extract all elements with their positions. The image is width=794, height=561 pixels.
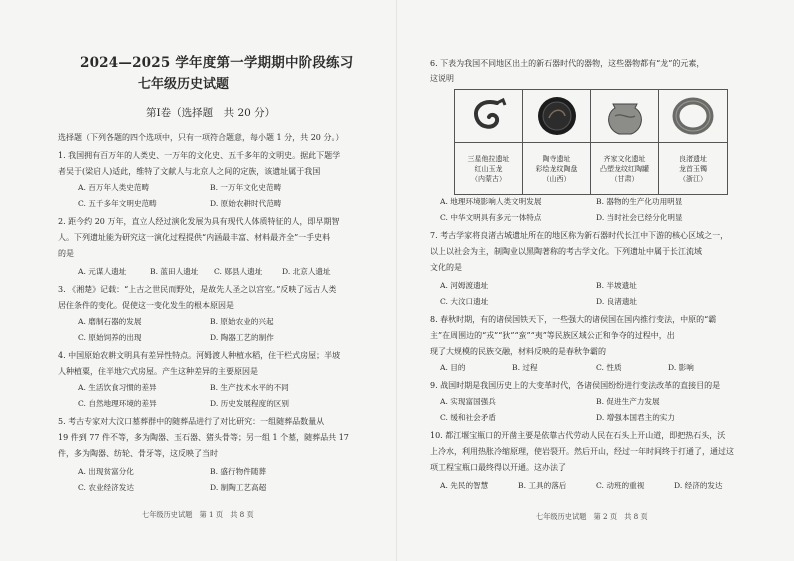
- q8-option-c: C. 性质: [596, 363, 622, 372]
- q7-option-b: B. 半坡遗址: [596, 281, 637, 290]
- relic-3-region: （甘肃）: [610, 174, 639, 183]
- q4-option-b: B. 生产技术水平的不同: [210, 383, 289, 392]
- question-7-line-1: 7. 考古学家将良渚古城遗址所在的地区称为新石器时代长江中下游的核心区域之一，: [430, 231, 729, 240]
- question-10-line-3: 项工程宝瓶口最终得以开通。这办法了: [430, 463, 566, 472]
- jade-dragon-icon: [467, 95, 511, 137]
- q5-option-a: A. 出现贫富分化: [78, 467, 134, 476]
- relic-3-name: 凸塑龙纹红陶罐: [600, 164, 649, 173]
- jade-bracelet-icon: [671, 94, 715, 138]
- q9-option-b: B. 促进生产力发展: [596, 397, 660, 406]
- question-5-line-2: 19 件到 77 件不等，多为陶器、玉石器、猪头骨等；另一组 1 个墓，随葬品共 17: [58, 433, 349, 442]
- q1-option-a: A. 百万年人类史范畴: [78, 183, 150, 192]
- relic-1-region: （内蒙古）: [471, 174, 506, 183]
- relic-4-site: 良渚遗址: [679, 154, 707, 163]
- q9-option-d: D. 增强本国君主的实力: [596, 413, 675, 422]
- relic-4-name: 龙首玉镯: [679, 164, 707, 173]
- q1-option-c: C. 五千多年文明史范畴: [78, 199, 157, 208]
- instructions: 选择题（下列各题的四个选项中，只有一项符合题意，每小题 1 分，共 20 分。）: [58, 133, 344, 142]
- q3-option-a: A. 磨制石器的发展: [78, 317, 142, 326]
- relic-4-region: （浙江）: [679, 174, 707, 183]
- q6-option-b: B. 器物的生产化功用明显: [596, 197, 683, 206]
- relic-cell-2: [523, 90, 591, 194]
- q2-option-d: D. 北京人遗址: [282, 267, 331, 276]
- q3-option-b: B. 原始农业的兴起: [210, 317, 274, 326]
- relic-cell-4: [659, 90, 727, 194]
- question-4-line-1: 4. 中国原始农耕文明具有差异性特点。河姆渡人种植水稻，住干栏式房屋；半坡: [58, 351, 341, 360]
- question-6-line-2: 这说明: [430, 74, 454, 83]
- right-page-footer: 七年级历史试题 第 2 页 共 8 页: [536, 512, 648, 521]
- q4-option-a: A. 生活饮食习惯的差异: [78, 383, 157, 392]
- jade-dragon-image: [455, 90, 522, 143]
- q1-option-b: B. 一万年文化史范畴: [210, 183, 282, 192]
- pottery-jar-image: [591, 90, 658, 143]
- q5-option-c: C. 农业经济发达: [78, 483, 134, 492]
- relic-3-site: 齐家文化遗址: [603, 154, 646, 163]
- relic-2-name: 彩绘龙纹陶盘: [535, 164, 578, 173]
- section-heading: 第Ⅰ卷（选择题 共 20 分）: [146, 107, 276, 119]
- q2-option-a: A. 元谋人遗址: [78, 267, 127, 276]
- q7-option-d: D. 良渚遗址: [596, 297, 638, 306]
- q2-option-c: C. 郧县人遗址: [214, 267, 263, 276]
- q10-option-c: C. 动班的重视: [596, 481, 645, 490]
- question-10-line-2: 上冷水，利用热胀冷缩原理，使岩裂开。然后开山，经过一年时间终于打通了，通过这: [430, 447, 734, 456]
- question-5-line-1: 5. 考古专家对大汶口墓葬群中的随葬品进行了对比研究：一组随葬品数量从: [58, 417, 325, 426]
- question-4-line-2: 人种植粟，住半地穴式房屋。产生这种差异的主要原因是: [58, 367, 258, 376]
- q8-option-b: B. 过程: [512, 363, 538, 372]
- q6-option-a: A. 地理环境影响人类文明发展: [440, 197, 542, 206]
- question-3-line-2: 居住条件的变化。促使这一变化发生的根本原因是: [58, 301, 234, 310]
- relic-1-site: 三星他拉遗址: [467, 154, 510, 163]
- q8-option-d: D. 影响: [668, 363, 694, 372]
- q9-option-a: A. 实现富国强兵: [440, 397, 496, 406]
- question-5-line-3: 件，多为陶器、纺轮、骨牙等，这反映了当时: [58, 449, 218, 458]
- question-2-line-3: 的是: [58, 249, 74, 258]
- q2-option-b: B. 蓝田人遗址: [150, 267, 199, 276]
- q10-option-b: B. 工具的落后: [518, 481, 567, 490]
- relics-table: [454, 89, 728, 195]
- q8-option-a: A. 目的: [440, 363, 466, 372]
- question-2-line-1: 2. 距今约 20 万年，直立人经过演化发展为具有现代人体质特征的人，即早期智: [58, 217, 340, 226]
- question-7-line-2: 以上以社会为主，制陶业以黑陶著称的考古学文化。下列遗址中属于长江流域: [430, 247, 702, 256]
- jade-bracelet-image: [659, 90, 727, 143]
- painted-plate-image: [523, 90, 590, 143]
- q4-option-c: C. 自然地理环境的差异: [78, 399, 157, 408]
- q9-option-c: C. 缓和社会矛盾: [440, 413, 496, 422]
- question-10-line-1: 10. 都江堰宝瓶口的开凿主要是依靠古代劳动人民在石头上开山道，即把热石头，沃: [430, 431, 726, 440]
- question-6-line-1: 6. 下表为我国不同地区出土的新石器时代的器物，这些器物都有“龙”的元素，: [430, 59, 705, 68]
- relic-cell-3: [591, 90, 659, 194]
- relic-2-site: 陶寺遗址: [542, 154, 571, 163]
- q5-option-b: B. 盛行物件随葬: [210, 467, 266, 476]
- question-7-line-3: 文化的是: [430, 263, 462, 272]
- q7-option-a: A. 河姆渡遗址: [440, 281, 489, 290]
- relic-1-name: 红山玉龙: [474, 164, 503, 173]
- q10-option-d: D. 经济的发达: [674, 481, 723, 490]
- left-page-footer: 七年级历史试题 第 1 页 共 8 页: [142, 510, 254, 519]
- question-3-line-1: 3. 《湘楚》记载：“上古之世民而野处，是故先人圣之以宫室。”反映了远古人类: [58, 285, 337, 294]
- pottery-jar-icon: [601, 94, 649, 138]
- question-9-line-1: 9. 战国时期是我国历史上的大变革时代，各诸侯国纷纷进行变法改革的直接目的是: [430, 381, 721, 390]
- q10-option-a: A. 先民的智慧: [440, 481, 489, 490]
- relic-cell-1: [455, 90, 523, 194]
- q5-option-d: D. 制陶工艺高超: [210, 483, 267, 492]
- q1-option-d: D. 原始农耕时代范畴: [210, 199, 282, 208]
- question-8-line-1: 8. 春秋时期，有的诸侯国铁天下，一些强大的诸侯国在国内推行变法，中原的“霸: [430, 315, 717, 324]
- question-8-line-3: 现了大规模的民族交融，材料反映的是春秋争霸的: [430, 347, 606, 356]
- painted-plate-icon: [535, 94, 579, 138]
- exam-title: 2024—2025 学年度第一学期期中阶段练习: [80, 55, 354, 71]
- relic-2-region: （山西）: [542, 174, 571, 183]
- q4-option-d: D. 历史发展程度的区别: [210, 399, 289, 408]
- question-1-line-2: 者吴于(梁启人)适此，维特了文献人与北京人之间的定族，该遗址属于我国: [58, 167, 321, 176]
- q3-option-d: D. 陶器工艺的制作: [210, 333, 274, 342]
- question-8-line-2: 主”在周围边的“戎”“狄”“蛮”“夷”等民族区域公正和争夺的过程中，出: [430, 331, 675, 340]
- question-1-line-1: 1. 我国拥有百万年的人类史、一万年的文化史、五千多年的文明史。据此下题学: [58, 151, 341, 160]
- question-2-line-2: 人。下列遗址能为研究这一演化过程提供“内涵最丰富、材料最齐全”一手史料: [58, 233, 331, 242]
- q7-option-c: C. 大汶口遗址: [440, 297, 489, 306]
- q3-option-c: C. 原始饲养的出现: [78, 333, 142, 342]
- q6-option-c: C. 中华文明具有多元一体特点: [440, 213, 542, 222]
- q6-option-d: D. 当时社会已经分化明显: [596, 213, 683, 222]
- exam-subtitle: 七年级历史试题: [138, 77, 230, 92]
